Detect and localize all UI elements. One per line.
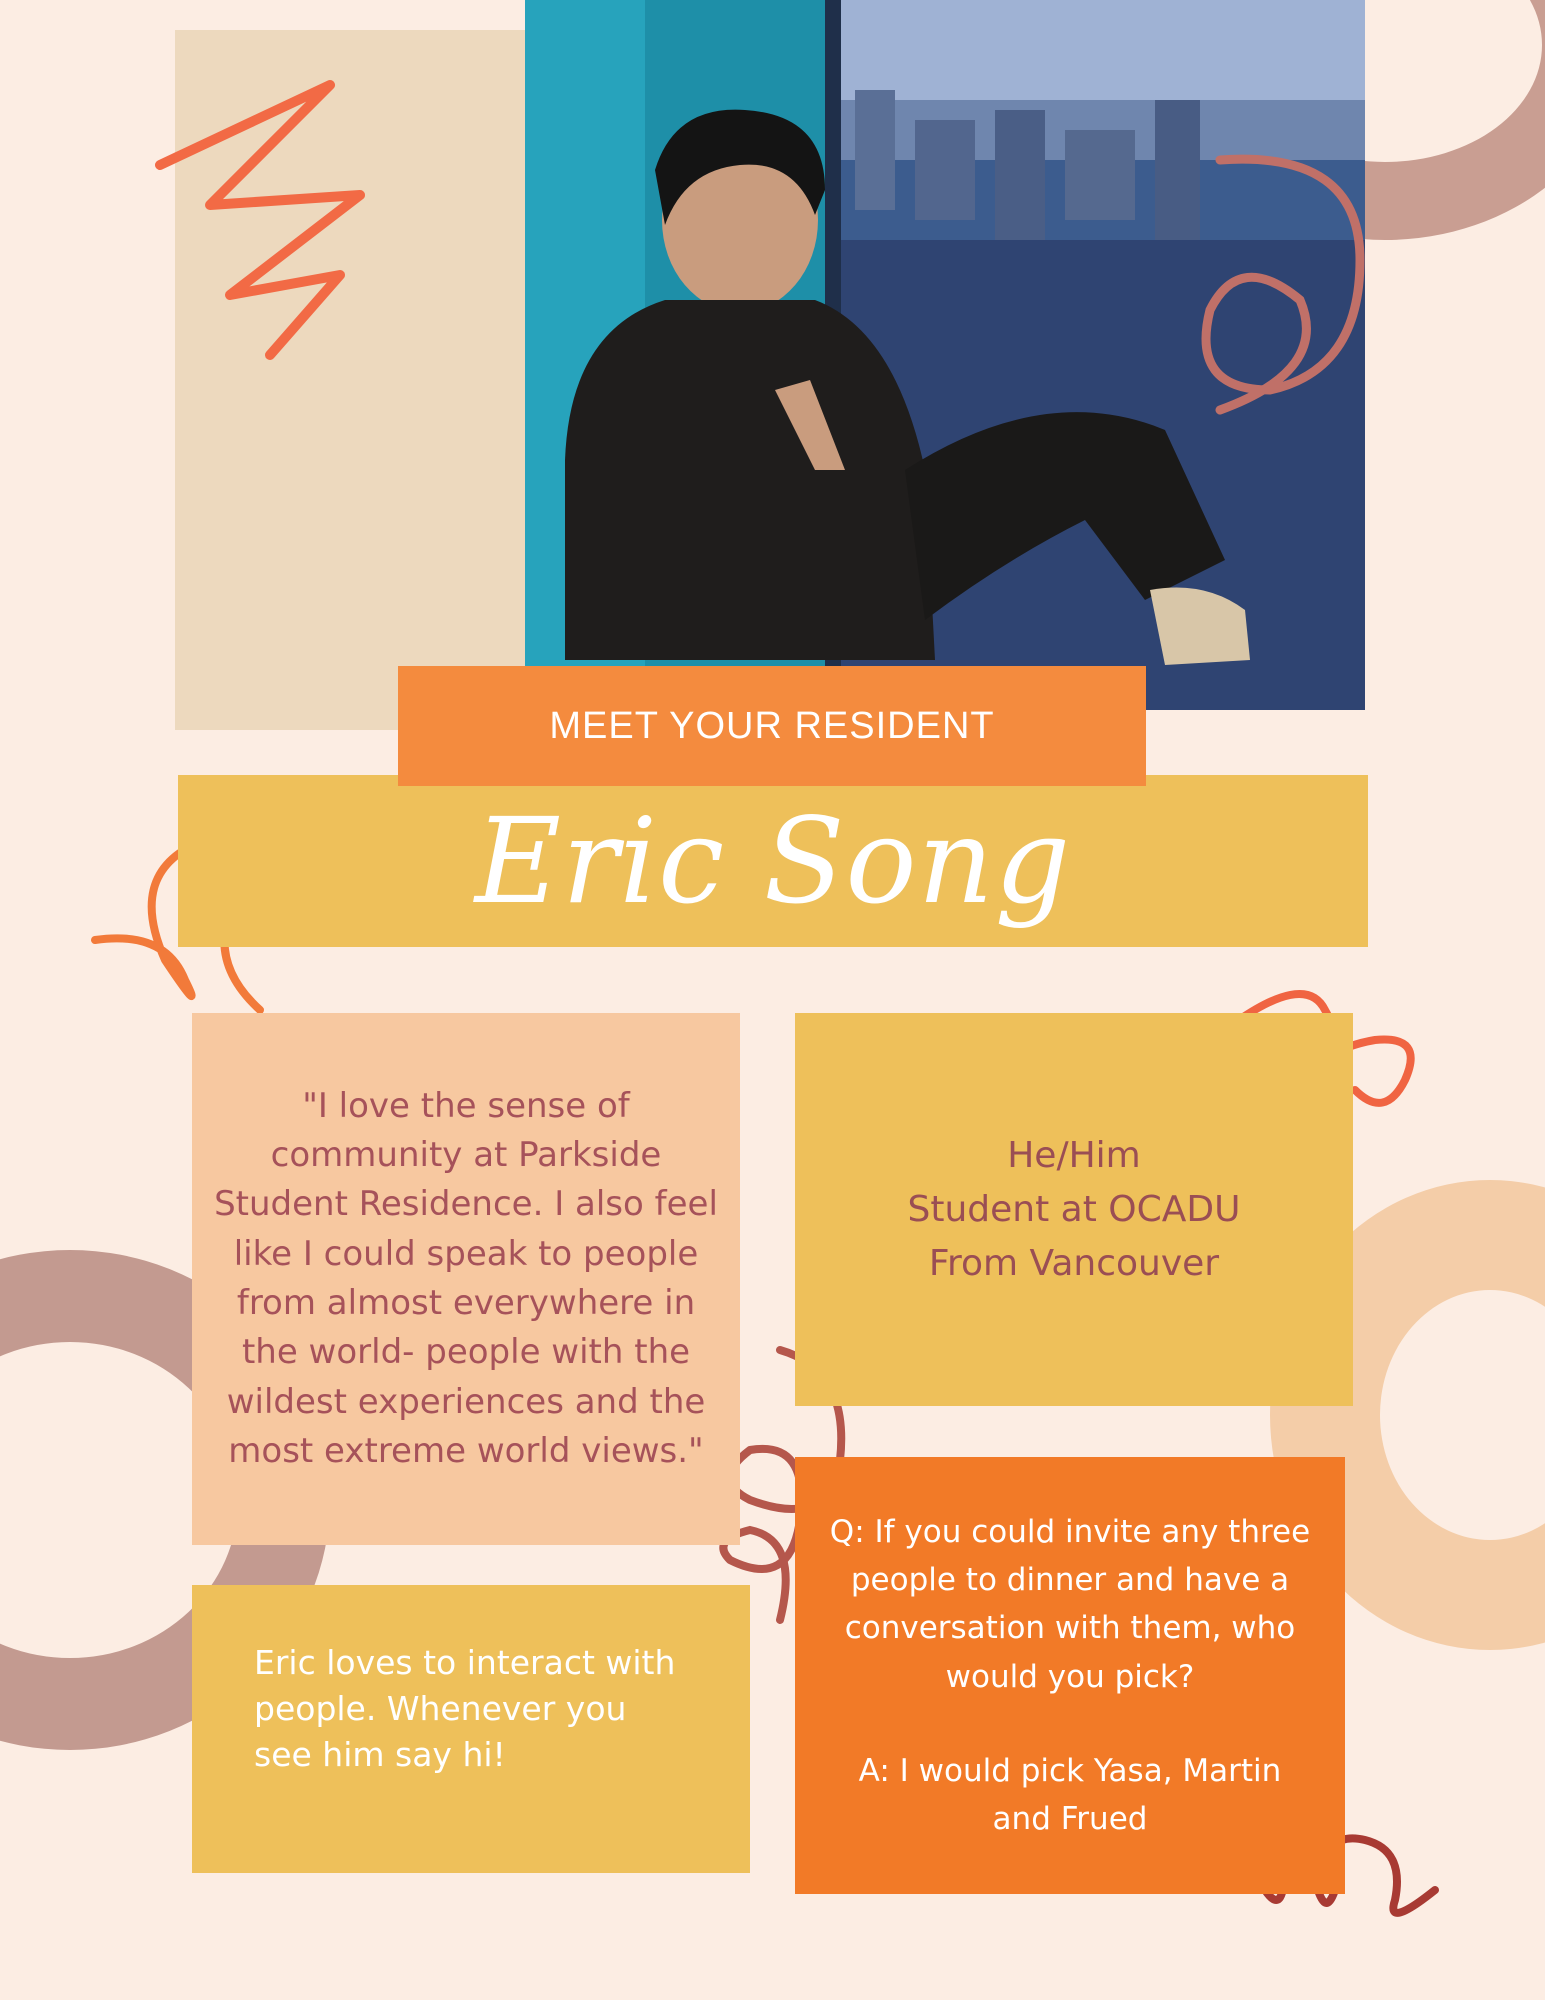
resident-photo <box>525 0 1365 710</box>
quote-text: "I love the sense of community at Parkside Student Residence. I also feel like I could speak to people from almost everywhere in the world- people with the wildest experiences and the most extreme world views." <box>214 1085 718 1471</box>
qa-question: Q: If you could invite any three people to dinner and have a conversation with them, who would you pick? <box>829 1514 1311 1695</box>
hometown: From Vancouver <box>928 1242 1220 1284</box>
kicker-title: MEET YOUR RESIDENT <box>549 704 995 747</box>
pronouns: He/Him <box>1007 1134 1141 1176</box>
info-box <box>795 1013 1353 1406</box>
name-banner <box>178 775 1368 947</box>
about-text: Eric loves to interact with people. Whenever you see him say hi! <box>254 1642 676 1775</box>
about-box <box>192 1585 750 1873</box>
quote-box <box>192 1013 740 1545</box>
school: Student at OCADU <box>907 1188 1241 1230</box>
kicker-banner <box>398 666 1146 786</box>
resident-name: Eric Song <box>474 792 1072 930</box>
qa-answer: A: I would pick Yasa, Martin and Frued <box>858 1752 1282 1837</box>
qa-box <box>795 1457 1345 1894</box>
